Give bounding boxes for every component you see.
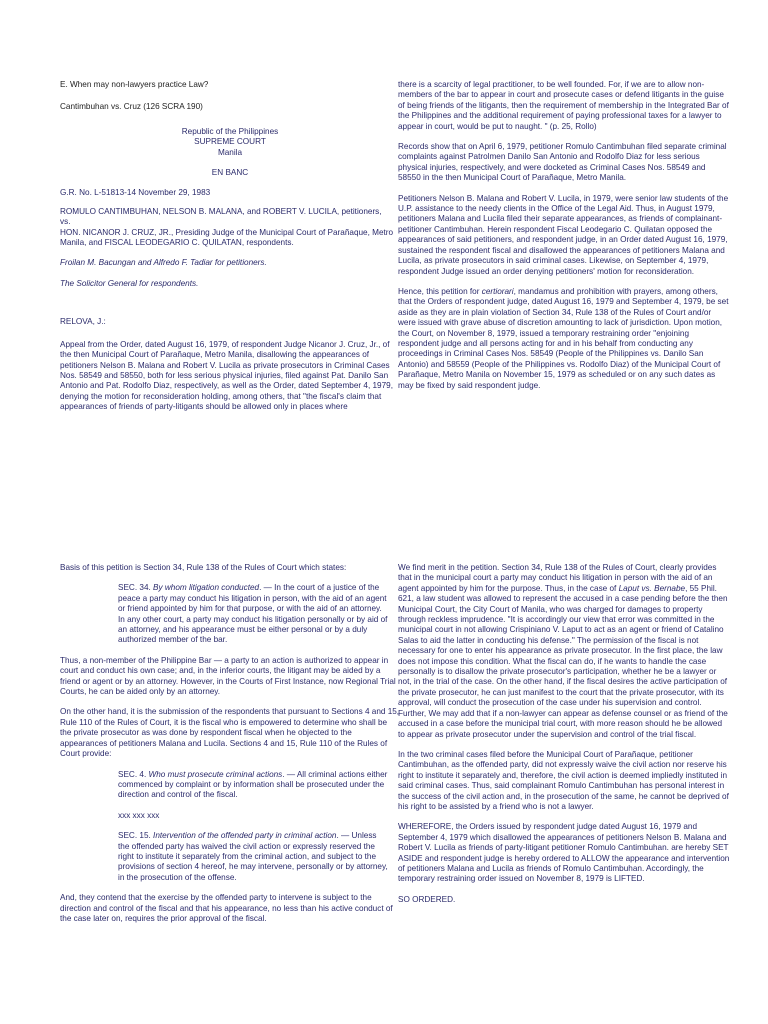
para-appeal: Appeal from the Order, dated August 16, 1979, of respondent Judge Nicanor J. Cruz, Jr., of the then Municipal Court of Parañaque, Metro Manila, disallowing the appearances of petitioners Nelson B. Malana and Robert V. Lucila as private prosecutors in Criminal Cases Nos. 58549 and 58550, both for less serious physical injuries, filed against Pat. Danilo San Antonio and Pat. Rodolfo Diaz, respectively, as well as the Order, dated September 4, 1979, denying the motion for reconsideration holding, among others, that "the fiscal's claim that appearances of friends of party-litigants should be allowed only in places where (60, 339, 393, 412)
gr-line: G.R. No. L-51813-14 November 29, 1983 (60, 188, 211, 198)
respondents-line: HON. NICANOR J. CRUZ, JR., Presiding Judge of the Municipal Court of Parañaque, Metro Manila, and FISCAL LEODEGARIO C. QUILATAN, respondents. (60, 227, 394, 248)
parties (60, 207, 400, 249)
para-records: Records show that on April 6, 1979, petitioner Romulo Cantimbuhan filed separate criminal complaints against Patrolmen Danilo San Antonio and Rodolfo Diaz for less serious physical injuries, respectively, and were docketed as Criminal Cases Nos. 58549 and 58550 in the then Municipal Court of Parañaque, Metro Manila. (398, 142, 727, 183)
para-other-hand: On the other hand, it is the submission of the respondents that pursuant to Sections 4 and 15, Rule 110 of the Rules of Court, it is the fiscal who is empowered to determine who shall be the private prosecutor as was done by respondent fiscal when he objected to the appearances of petitioners Malana and Lucila. Sections 4 and 15, Rule 110 of the Rules of Court provide: (60, 707, 400, 759)
para-two-cases: In the two criminal cases filed before the Municipal Court of Parañaque, petitioner Cantimbuhan, as the offended party, did not expressly waive the civil action nor reserve his right to institute it separately and, therefore, the civil action is deemed impliedly instituted in said criminal cases. Thus, said complainant Romulo Cantimbuhan has personal interest in the success of the civil action and, in the prosecution of the same, he cannot be deprived of his right to be assisted by a friend who is not a lawyer. (398, 749, 729, 811)
section-heading: E. When may non-lawyers practice Law? (60, 80, 209, 89)
republic-line: Republic of the Philippines (181, 126, 279, 136)
case-citation: Cantimbuhan vs. Cruz (126 SCRA 190) (60, 102, 203, 112)
para-merit-b: , 55 Phil. 621, a law student was allowed to represent the accused in a case pending before the then Municipal Court, the City Court of Manila, who was charged for damages to property through reckless imprudence. "It is accordingly our view that error was committed in the municipal court in not allowing Crispiniano V. Laput to act as an agent or friend of Catalino Salas to aid the latter in conducting his defense." The permission of the fiscal is not necessary for one to enter his appearance as private prosecutor. In the first place, the law does not impose this condition. What the fiscal can do, if he wants to handle the case personally is to disallow the private prosecutor's participation, whether he be a lawyer or not, in the trial of the case. On the other hand, if the fiscal desires the active participation of the private prosecutor, he can just manifest to the court that the private prosecutor, with its approval, will conduct the prosecution of the case under his supervision and control. Further, We may add that if a non-lawyer can appear as defense counsel or as friend of the accused in a case before the municipal trial court, with more reason should he be allowed to appear as private prosecutor under the supervision and control of the trial fiscal. (398, 583, 728, 739)
para-contend: And, they contend that the exercise by the offended party to intervene is subject to the direction and control of the fiscal and that his appearance, no less than his active conduct of the case later on, requires the prior approval of the fiscal. (60, 893, 393, 923)
sec4-title: Who must prosecute criminal actions (148, 769, 283, 779)
so-ordered: SO ORDERED. (398, 894, 456, 904)
para-hence-italic: certiorari (481, 286, 514, 296)
court-line: SUPREME COURT (194, 137, 266, 147)
column-bottom-left (60, 563, 400, 924)
para-wherefore: WHEREFORE, the Orders issued by respondent judge dated August 16, 1979 and September 4, 1979 which disallowed the appearances of petitioners Nelson B. Malana and Robert V. Lucila as friends of party-litigant petitioner Romulo Cantimbuhan. are hereby SET ASIDE and respondent judge is hereby ordered to ALLOW the appearance and intervention of petitioners Malana and Lucila as friends of Romulo Cantimbuhan. Accordingly, the temporary restraining order issued on November 8, 1979 is LIFTED. (398, 822, 730, 884)
para-hence (398, 287, 730, 391)
court-header (60, 127, 400, 179)
column-top-right (398, 80, 730, 401)
sec4-body: . — All criminal actions either commenced by complaint or by information shall be prosecuted under the direction and control of the fiscal. (118, 769, 388, 800)
sec4-label: SEC. 4. (118, 769, 149, 779)
para-merit-a: We find merit in the petition. Section 34, Rule 138 of the Rules of Court, clearly provides that in the municipal court a party may conduct his litigation in person with the aid of an agent appointed by him for the purpose. Thus, in the case of (398, 563, 717, 593)
para-merit-italic: Laput vs. Bernabe (618, 583, 686, 593)
column-bottom-right (398, 563, 730, 905)
sec34-body: . — In the court of a justice of the peace a party may conduct his litigation in person, with the aid of an agent or friend appointed by him for that purpose, or with the aid of an attorney. In any other court, a party may conduct his litigation personally or by aid of an attorney, and his appearance must be either personal or by a duly authorized member of the bar. (118, 583, 388, 645)
petitioners-line: ROMULO CANTIMBUHAN, NELSON B. MALANA, and ROBERT V. LUCILA, petitioners, (60, 206, 382, 216)
para-hence-after: , mandamus and prohibition with prayers, among others, that the Orders of respondent judge, dated August 16, 1979 and September 4, 1979, be set aside as they are in plain violation of Section 34, Rule 138 of the Rules of Court and/or were issued with grave abuse of discretion amounting to lack of jurisdiction. Upon motion, the Court, on November 8, 1979, issued a temporary restraining order "enjoining respondent judge and all persons acting for and in his behalf from conducting any proceedings in Criminal Cases Nos. 58549 (People of the Philippines vs. Danilo San Antonio) and 58559 (People of the Philippines vs. Rodolfo Diaz) of the Municipal Court of Parañaque, Metro Manila on November 15, 1979 as scheduled or on any such dates as may be fixed by said respondent judge. (398, 286, 729, 390)
para-basis: Basis of this petition is Section 34, Rule 138 of the Rules of Court which states: (60, 563, 347, 572)
sec34-quote (118, 583, 388, 645)
para-merit (398, 563, 730, 740)
division-line: EN BANC (211, 168, 249, 178)
sec4-quote (118, 770, 388, 801)
counsel-respondents: The Solicitor General for respondents. (60, 278, 199, 288)
ponente: RELOVA, J.: (60, 317, 106, 327)
vs-line: vs. (60, 217, 71, 227)
sec15-label: SEC. 15. (118, 831, 154, 841)
para-hence-before: Hence, this petition for (398, 286, 482, 296)
sec34-label: SEC. 34. (118, 583, 154, 593)
column-top-left (60, 80, 400, 423)
sec34-title: By whom litigation conducted (153, 583, 260, 593)
sec15-title: Intervention of the offended party in criminal action (153, 831, 337, 841)
counsel-petitioners: Froilan M. Bacungan and Alfredo F. Tadiar for petitioners. (60, 258, 267, 268)
sec15-body: . — Unless the offended party has waived the civil action or expressly reserved the right to institute it separately from the criminal action, and subject to the provisions of section 4 hereof, he may intervene, personally or by attorney, in the prosecution of the offense. (118, 831, 388, 882)
sec15-quote (118, 831, 388, 883)
ellipsis: xxx xxx xxx (118, 810, 160, 820)
location-line: Manila (217, 147, 243, 157)
para-scarcity: there is a scarcity of legal practitioner, to be well founded. For, if we are to allow non-members of the bar to appear in court and prosecute cases or defend litigants in the guise of being friends of the litigants, then the requirement of membership in the Integrated Bar of the Philippines and the additional requirement of paying professional taxes for a lawyer to appear in court, would be put to naught. " (p. 25, Rollo) (398, 80, 729, 131)
para-thus: Thus, a non-member of the Philippine Bar — a party to an action is authorized to appear in court and conduct his own case; and, in the inferior courts, the litigant may be aided by a friend or agent or by an attorney. However, in the Courts of First Instance, now Regional Trial Courts, he can be aided only by an attorney. (60, 655, 396, 697)
para-petitioners: Petitioners Nelson B. Malana and Robert V. Lucila, in 1979, were senior law students of the U.P. assistance to the needy clients in the Office of the Legal Aid. Thus, in August 1979, petitioners Malana and Lucila filed their separate appearances, as friends of complainant-petitioner Cantimbuhan. Herein respondent Fiscal Leodegario C. Quilatan opposed the appearances of said petitioners, and respondent judge, in an Order dated August 16, 1979, sustained the respondent fiscal and disallowed the appearances of petitioners Malana and Lucila, as private prosecutors in said criminal cases. Likewise, on September 4, 1979, respondent Judge issued an order denying petitioners' motion for reconsideration. (398, 193, 729, 276)
